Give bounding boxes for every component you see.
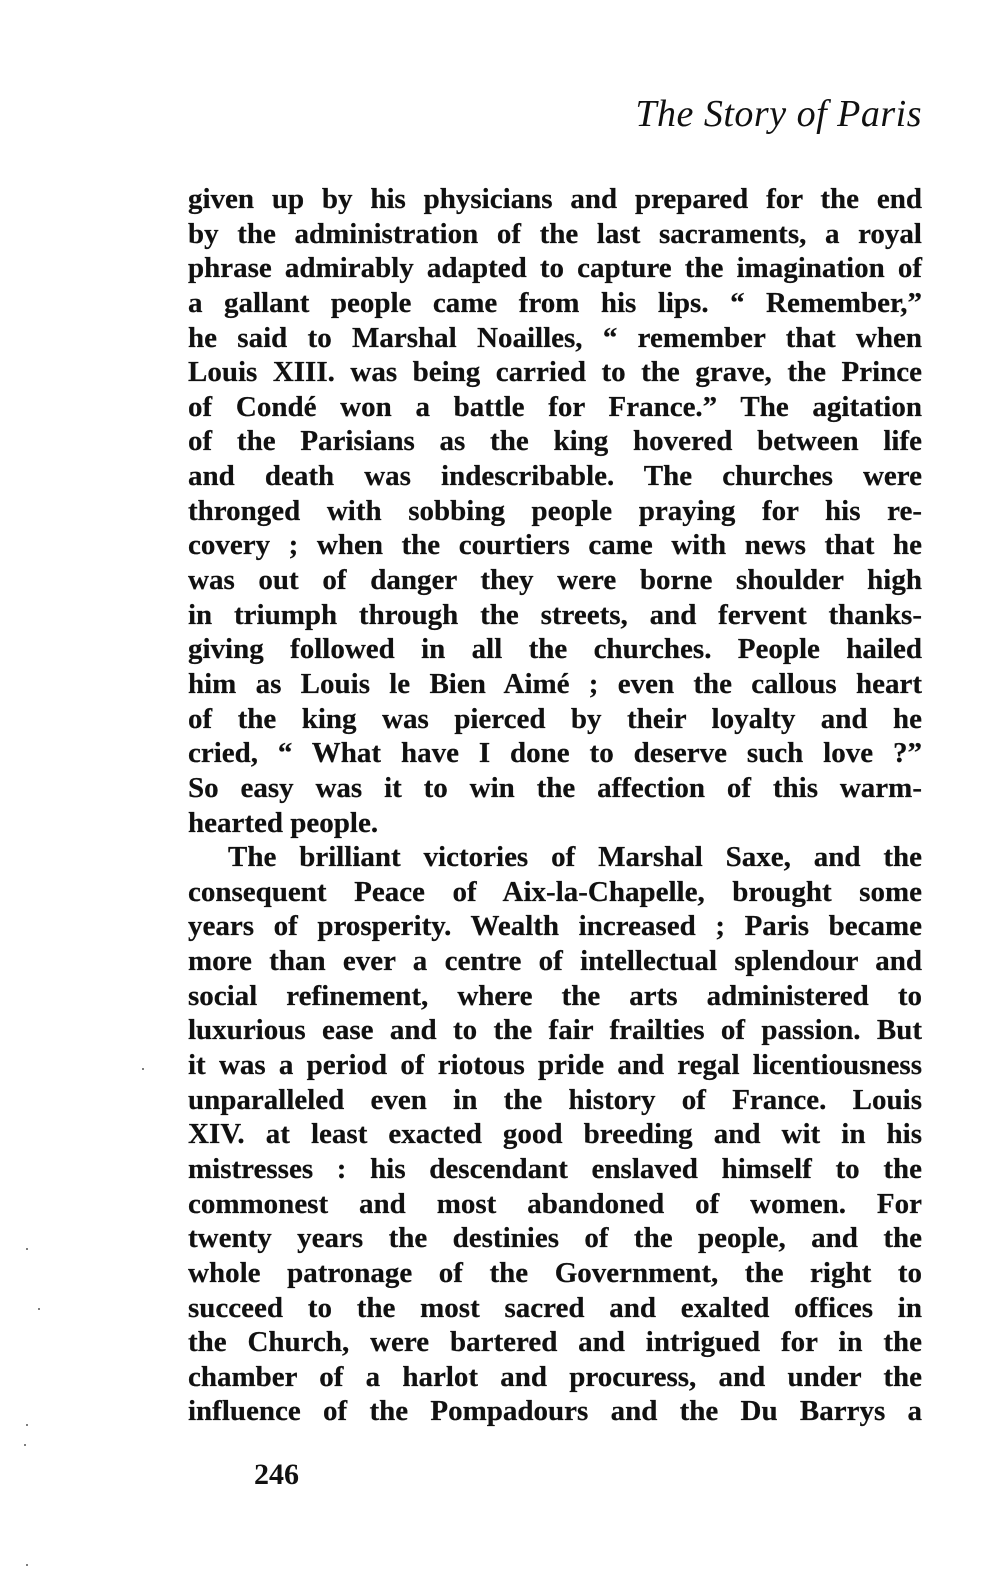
scan-speck [38, 1308, 40, 1310]
text-line: covery ; when the courtiers came with news that he [188, 529, 922, 562]
text-line: more than ever a centre of intellectual splendour and [188, 945, 922, 978]
text-line: cried, “ What have I done to deserve such love ?” [188, 737, 922, 770]
scan-speck [26, 1564, 28, 1566]
text-line: was out of danger they were borne shoulder high [188, 564, 922, 597]
text-line: of Condé won a battle for France.” The agitation [188, 390, 922, 423]
page-number: 246 [254, 1458, 299, 1491]
text-line: mistresses : his descendant enslaved himself to the [188, 1152, 922, 1185]
text-line: of the Parisians as the king hovered between life [188, 425, 922, 458]
text-line: unparalleled even in the history of France. Louis [188, 1083, 922, 1116]
scan-speck [142, 1068, 144, 1070]
text-line: twenty years the destinies of the people, and the [188, 1222, 922, 1255]
text-line: XIV. at least exacted good breeding and wit in his [188, 1118, 922, 1151]
text-line: he said to Marshal Noailles, “ remember that when [188, 321, 922, 354]
text-line: whole patronage of the Government, the right to [188, 1256, 922, 1289]
text-line: him as Louis le Bien Aimé ; even the callous heart [188, 667, 922, 700]
text-line: influence of the Pompadours and the Du Barrys a [188, 1395, 922, 1428]
text-line: hearted people. [188, 806, 379, 839]
text-line: commonest and most abandoned of women. For [188, 1187, 922, 1220]
text-line: in triumph through the streets, and fervent thanks- [188, 598, 922, 631]
text-line: thronged with sobbing people praying for his re- [188, 494, 922, 527]
text-line: giving followed in all the churches. People hailed [188, 633, 922, 666]
text-line: of the king was pierced by their loyalty and he [188, 702, 922, 735]
text-line: So easy was it to win the affection of this warm- [188, 771, 922, 804]
text-line: The brilliant victories of Marshal Saxe, and the [228, 841, 922, 874]
text-line: given up by his physicians and prepared for the end [188, 183, 922, 215]
scan-speck [24, 1444, 26, 1446]
text-line: phrase admirably adapted to capture the imagination of [188, 252, 922, 285]
scan-speck [26, 1248, 28, 1250]
text-line: a gallant people came from his lips. “ Remember,” [188, 286, 922, 319]
text-line: social refinement, where the arts administered to [188, 979, 922, 1012]
body-text [188, 182, 922, 1429]
text-line: by the administration of the last sacraments, a royal [188, 217, 922, 250]
text-line: the Church, were bartered and intrigued for in the [188, 1326, 922, 1359]
text-line: years of prosperity. Wealth increased ; Paris became [188, 910, 922, 943]
running-head: The Story of Paris [635, 93, 922, 135]
text-line: luxurious ease and to the fair frailties of passion. But [188, 1014, 922, 1047]
text-line: it was a period of riotous pride and regal licentiousness [188, 1049, 922, 1082]
text-line: succeed to the most sacred and exalted offices in [188, 1291, 922, 1324]
text-line: and death was indescribable. The churches were [188, 460, 922, 493]
text-line: chamber of a harlot and procuress, and under the [188, 1360, 922, 1393]
text-line: Louis XIII. was being carried to the grave, the Prince [188, 356, 922, 389]
text-line: consequent Peace of Aix-la-Chapelle, brought some [188, 875, 922, 908]
scan-speck [26, 1424, 28, 1426]
